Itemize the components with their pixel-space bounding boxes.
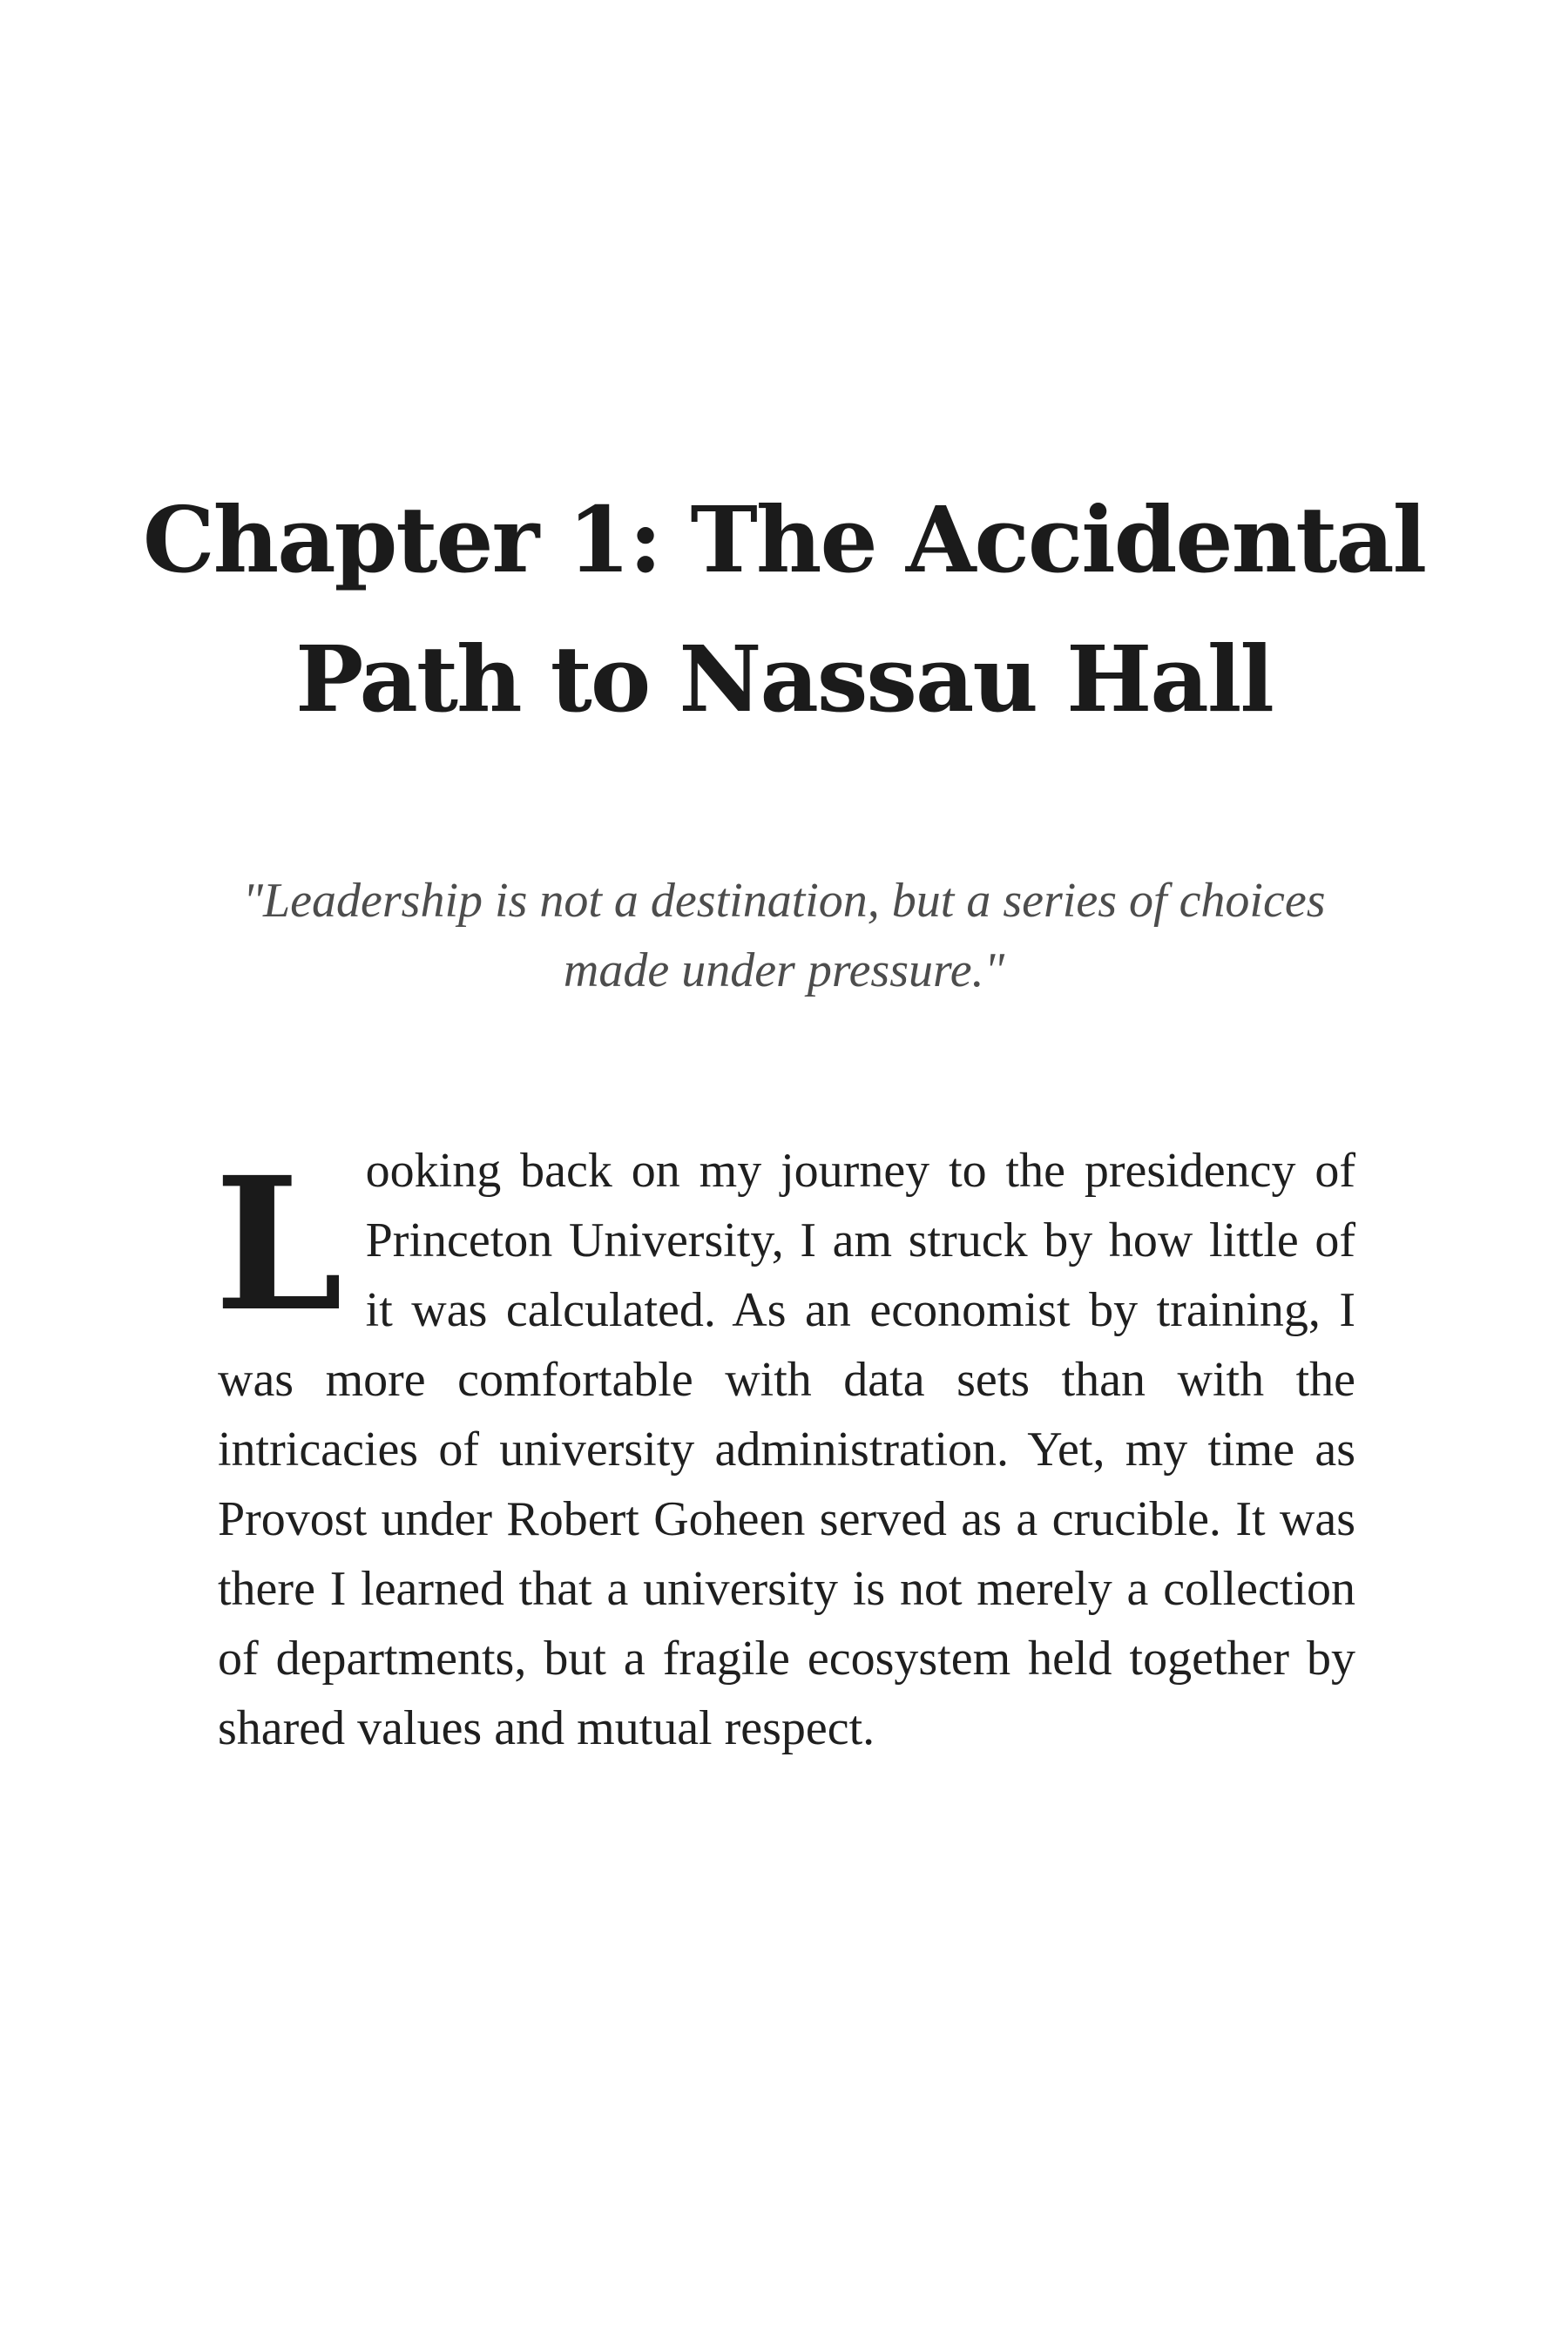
chapter-body-paragraph [214, 1136, 1355, 1763]
paragraph-text: ooking back on my journey to the presidency of Princeton University, I am struck by how little of it was calculated. As an economist by training, I was more comfortable with data sets than with the intricacies of university administration. Yet, my time as Provost under Robert Goheen served as a crucible. It was there I learned that a university is not merely a collection of departments, but a fragile ecosystem held together by shared values and mutual respect. [218, 1144, 1355, 1755]
chapter-title: Chapter 1: The Accidental Path to Nassau Hall [142, 486, 1426, 733]
drop-cap-letter: L [214, 1137, 343, 1352]
chapter-epigraph: "Leadership is not a destination, but a series of choices made under pressure." [242, 874, 1326, 997]
